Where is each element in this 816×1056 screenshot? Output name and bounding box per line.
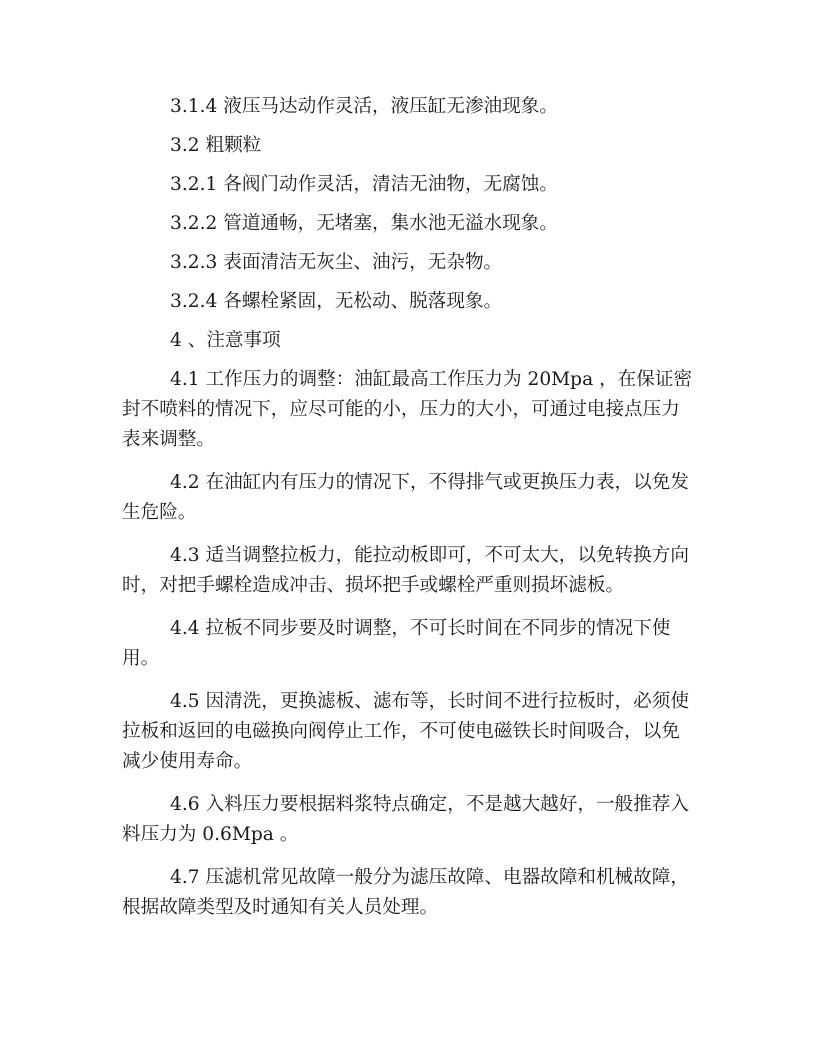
paragraph-3-2-2: 3.2.2 管道通畅，无堵塞，集水池无溢水现象。 bbox=[170, 213, 558, 234]
heading-4: 4 、注意事项 bbox=[170, 330, 281, 351]
paragraph-4-1: 4.1 工作压力的调整：油缸最高工作压力为 20Mpa ，在保证密封不喷料的情况下，应尽可能的小，压力的大小，可通过电接点压力表来调整。 bbox=[122, 369, 693, 450]
paragraph-4-7: 4.7 压滤机常见故障一般分为滤压故障、电器故障和机械故障，根据故障类型及时通知有关人员处理。 bbox=[122, 867, 689, 918]
paragraph-3-2-4: 3.2.4 各螺栓紧固，无松动、脱落现象。 bbox=[170, 291, 503, 312]
paragraph-4-2: 4.2 在油缸内有压力的情况下，不得排气或更换压力表，以免发生危险。 bbox=[122, 472, 689, 523]
document-page bbox=[122, 92, 696, 936]
paragraph-3-1-4: 3.1.4 液压马达动作灵活，液压缸无渗油现象。 bbox=[170, 96, 558, 117]
paragraph-4-4: 4.4 拉板不同步要及时调整，不可长时间在不同步的情况下使用。 bbox=[122, 618, 671, 669]
paragraph-3-2-3: 3.2.3 表面清洁无灰尘、油污，无杂物。 bbox=[170, 252, 503, 273]
paragraph-4-3: 4.3 适当调整拉板力，能拉动板即可，不可太大，以免转换方向时，对把手螺栓造成冲击、损坏把手或螺栓严重则损坏滤板。 bbox=[122, 545, 689, 596]
paragraph-4-6: 4.6 入料压力要根据料浆特点确定，不是越大越好，一般推荐入料压力为 0.6Mpa 。 bbox=[122, 794, 689, 845]
paragraph-4-5: 4.5 因清洗，更换滤板、滤布等，长时间不进行拉板时，必须使拉板和返回的电磁换向阀停止工作，不可使电磁铁长时间吸合，以免减少使用寿命。 bbox=[122, 691, 689, 772]
paragraph-3-2-1: 3.2.1 各阀门动作灵活，清洁无油物，无腐蚀。 bbox=[170, 174, 558, 195]
heading-3-2: 3.2 粗颗粒 bbox=[170, 135, 262, 156]
